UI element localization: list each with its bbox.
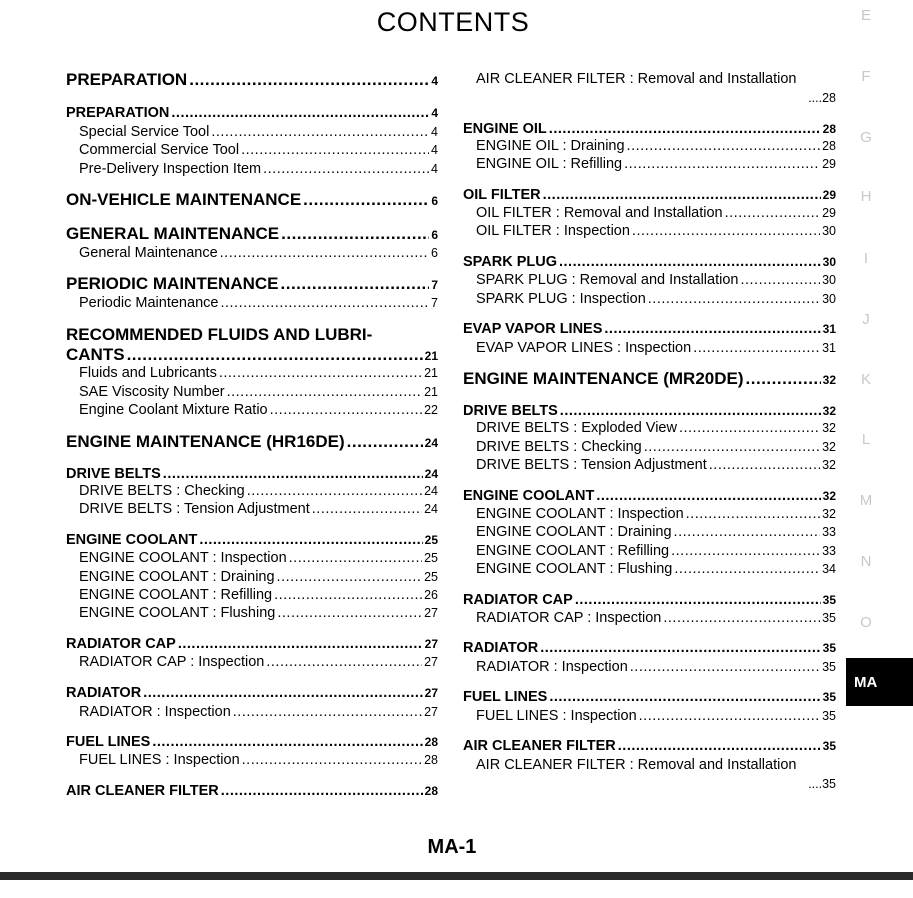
- toc-entry-page: 28: [822, 139, 836, 153]
- toc-entry-page: 30: [822, 292, 836, 306]
- toc-entry-page: 32: [822, 373, 836, 387]
- toc-subentry[interactable]: [66, 751, 438, 769]
- toc-subentry[interactable]: [66, 383, 438, 401]
- toc-entry-page: 34: [822, 562, 836, 576]
- toc-entry-title: DRIVE BELTS : Exploded View: [476, 420, 677, 436]
- toc-entry-title: FUEL LINES : Inspection: [476, 708, 637, 724]
- toc-subentry[interactable]: [66, 160, 438, 178]
- toc-entry-title: Commercial Service Tool: [79, 142, 240, 158]
- toc-entry-title: AIR CLEANER FILTER: [66, 783, 219, 799]
- toc-entry-title: DRIVE BELTS : Tension Adjustment: [476, 457, 707, 473]
- toc-entry-title: ON-VEHICLE MAINTENANCE: [66, 190, 302, 209]
- toc-entry-title: Pre-Delivery Inspection Item: [79, 161, 262, 177]
- toc-subentry[interactable]: [463, 438, 836, 456]
- dot-leader: [686, 505, 820, 523]
- toc-subentry[interactable]: [66, 500, 438, 518]
- toc-entry[interactable]: [463, 320, 836, 338]
- dot-leader: [671, 542, 820, 560]
- toc-entry-title: RADIATOR: [463, 640, 539, 656]
- toc-entry[interactable]: [66, 635, 438, 653]
- toc-entry-title: AIR CLEANER FILTER: [463, 738, 616, 754]
- toc-entry-title: FUEL LINES : Inspection: [79, 752, 240, 768]
- toc-entry-page: 24: [424, 502, 438, 516]
- toc-entry-title: ENGINE OIL : Draining: [476, 138, 625, 154]
- toc-entry[interactable]: [463, 737, 836, 755]
- toc-entry-page: 21: [424, 385, 438, 399]
- toc-entry-page: 26: [424, 588, 438, 602]
- toc-entry-title: General Maintenance: [79, 245, 218, 261]
- toc-entry[interactable]: [463, 688, 836, 706]
- toc-entry-page: 32: [822, 421, 836, 435]
- toc-entry-page: 24: [424, 467, 438, 481]
- toc-entry-page: 32: [822, 458, 836, 472]
- dot-leader: [263, 160, 429, 178]
- toc-subentry[interactable]: [66, 364, 438, 382]
- toc-entry-title: RADIATOR CAP: [66, 636, 176, 652]
- toc-entry-title: Periodic Maintenance: [79, 295, 219, 311]
- toc-entry-page: 22: [424, 403, 438, 417]
- toc-subentry[interactable]: [463, 222, 836, 240]
- toc-subentry[interactable]: [66, 482, 438, 500]
- toc-entry[interactable]: AIR CLEANER FILTER : Removal and Installation: [476, 71, 797, 87]
- dot-leader: [648, 290, 820, 308]
- dot-leader: [143, 684, 422, 702]
- dot-leader: [199, 531, 422, 549]
- toc-entry-page: 28: [424, 753, 438, 767]
- dot-leader: [211, 123, 429, 141]
- toc-entry[interactable]: [66, 782, 438, 800]
- toc-entry-page: 4: [431, 162, 438, 176]
- toc-entry-title: SPARK PLUG : Removal and Installation: [476, 272, 739, 288]
- toc-entry-page: 25: [424, 570, 438, 584]
- toc-entry-title: FUEL LINES: [463, 689, 548, 705]
- toc-entry-title: DRIVE BELTS : Checking: [476, 439, 642, 455]
- toc-entry-title: ENGINE COOLANT : Draining: [476, 524, 672, 540]
- toc-subentry[interactable]: [66, 549, 438, 567]
- toc-entry-page: 25: [424, 533, 438, 547]
- toc-entry-title: SPARK PLUG: [463, 254, 557, 270]
- dot-leader: [540, 639, 820, 657]
- dot-leader: [618, 737, 821, 755]
- toc-entry[interactable]: [463, 253, 836, 271]
- dot-leader: [266, 653, 422, 671]
- toc-subentry[interactable]: [463, 560, 836, 578]
- dot-leader: [242, 751, 422, 769]
- toc-entry-title: EVAP VAPOR LINES : Inspection: [476, 340, 692, 356]
- toc-entry-heading[interactable]: RECOMMENDED FLUIDS AND LUBRI-: [66, 325, 373, 344]
- dot-leader: [189, 71, 429, 89]
- toc-entry-page: 35: [822, 660, 836, 674]
- toc-entry-page: 21: [424, 349, 438, 363]
- section-tab[interactable]: I: [863, 250, 869, 267]
- toc-entry-page: 6: [431, 246, 438, 260]
- dot-leader: [281, 225, 429, 243]
- page-number: MA-1: [427, 836, 477, 858]
- toc-entry-title: RADIATOR : Inspection: [79, 704, 231, 720]
- toc-entry-title: ENGINE OIL: [463, 121, 547, 137]
- toc-entry-title: PERIODIC MAINTENANCE: [66, 274, 279, 293]
- dot-leader: [543, 186, 821, 204]
- section-tab[interactable]: J: [862, 311, 870, 328]
- toc-entry-page: 29: [822, 188, 836, 202]
- dot-leader: [289, 549, 422, 567]
- toc-entry-title: PREPARATION: [66, 70, 188, 89]
- toc-entry-title: ENGINE OIL : Refilling: [476, 156, 623, 172]
- dot-leader: [171, 104, 429, 122]
- toc-entry[interactable]: [66, 71, 438, 90]
- dot-leader: [559, 253, 821, 271]
- toc-subentry[interactable]: [66, 604, 438, 622]
- toc-entry-page: 27: [424, 686, 438, 700]
- toc-entry-title: SAE Viscosity Number: [79, 384, 225, 400]
- toc-subentry[interactable]: [463, 658, 836, 676]
- toc-entry-title: OIL FILTER : Removal and Installation: [476, 205, 723, 221]
- toc-entry-page: 6: [431, 228, 438, 242]
- toc-entry-page: 27: [424, 606, 438, 620]
- toc-entry-title: RADIATOR CAP : Inspection: [79, 654, 265, 670]
- dot-leader: [693, 339, 820, 357]
- toc-entry-title: ENGINE COOLANT : Refilling: [79, 587, 273, 603]
- toc-entry-page: 24: [424, 484, 438, 498]
- toc-entry-page: 30: [822, 224, 836, 238]
- page-title: CONTENTS: [376, 7, 530, 37]
- toc-entry-title: DRIVE BELTS: [463, 403, 558, 419]
- active-section-tab[interactable]: MA: [846, 658, 913, 706]
- toc-entry-page: 31: [822, 341, 836, 355]
- footer-bar: [0, 872, 913, 880]
- toc-entry[interactable]: [66, 531, 438, 549]
- dot-leader: [233, 703, 422, 721]
- toc-entry[interactable]: [66, 684, 438, 702]
- toc-entry-page: 35: [822, 739, 836, 753]
- dot-leader: [674, 523, 821, 541]
- toc-entry-title: ENGINE COOLANT : Draining: [79, 569, 275, 585]
- dot-leader: [740, 271, 820, 289]
- dot-leader: [347, 433, 423, 451]
- toc-entry[interactable]: [463, 487, 836, 505]
- toc-entry-page: 24: [424, 436, 438, 450]
- toc-entry[interactable]: [463, 591, 836, 609]
- dot-leader: [709, 456, 820, 474]
- dot-leader: [604, 320, 820, 338]
- toc-entry-title: OIL FILTER: [463, 187, 541, 203]
- dot-leader: [560, 402, 821, 420]
- toc-entry-page: 32: [822, 404, 836, 418]
- section-tab[interactable]: K: [860, 371, 871, 388]
- toc-subentry[interactable]: [463, 137, 836, 155]
- toc-subentry[interactable]: [463, 339, 836, 357]
- toc-subentry[interactable]: [66, 294, 438, 312]
- toc-entry-title: Engine Coolant Mixture Ratio: [79, 402, 268, 418]
- toc-entry-page: 35: [822, 641, 836, 655]
- section-tab[interactable]: L: [861, 431, 871, 448]
- section-tab[interactable]: G: [860, 129, 872, 146]
- dot-leader: [247, 482, 422, 500]
- toc-entry-title: SPARK PLUG : Inspection: [476, 291, 646, 307]
- toc-entry-page: 32: [822, 489, 836, 503]
- toc-entry[interactable]: [463, 402, 836, 420]
- toc-entry-title: DRIVE BELTS: [66, 466, 161, 482]
- toc-subentry[interactable]: [463, 271, 836, 289]
- toc-subentry[interactable]: [463, 523, 836, 541]
- toc-entry-title-cont: CANTS: [66, 345, 125, 364]
- toc-subentry[interactable]: [463, 505, 836, 523]
- dot-leader: [644, 438, 820, 456]
- toc-entry-page: 28: [424, 735, 438, 749]
- toc-entry[interactable]: [66, 191, 438, 210]
- dot-leader: [277, 568, 423, 586]
- toc-entry-title: ENGINE COOLANT: [66, 532, 198, 548]
- toc-entry-page: 29: [822, 157, 836, 171]
- toc-subentry[interactable]: [463, 155, 836, 173]
- toc-entry-page: .... 28: [808, 89, 836, 107]
- toc-entry-title: FUEL LINES: [66, 734, 151, 750]
- section-tab[interactable]: E: [860, 7, 871, 24]
- toc-entry-page: 27: [424, 637, 438, 651]
- toc-entry-page: 30: [822, 255, 836, 269]
- toc-entry-title: DRIVE BELTS : Checking: [79, 483, 245, 499]
- dot-leader: [630, 658, 820, 676]
- toc-entry-title: ENGINE COOLANT : Inspection: [79, 550, 287, 566]
- dot-leader: [674, 560, 820, 578]
- toc-subentry[interactable]: [66, 401, 438, 419]
- toc-entry-title: Fluids and Lubricants: [79, 365, 217, 381]
- dot-leader: [127, 346, 423, 364]
- toc-entry-page: 7: [431, 278, 438, 292]
- toc-entry-title: RADIATOR: [66, 685, 142, 701]
- toc-entry[interactable]: [66, 104, 438, 122]
- toc-entry[interactable]: [463, 186, 836, 204]
- toc-entry-page: 35: [822, 611, 836, 625]
- toc-entry-page: 35: [822, 690, 836, 704]
- dot-leader: [627, 137, 821, 155]
- dot-leader: [281, 275, 430, 293]
- section-tab[interactable]: O: [860, 614, 872, 631]
- toc-entry-title: RADIATOR CAP: [463, 592, 573, 608]
- toc-entry-title: ENGINE MAINTENANCE (HR16DE): [66, 432, 345, 451]
- toc-entry-page: 28: [822, 122, 836, 136]
- toc-entry-page: 35: [822, 593, 836, 607]
- toc-entry-title: GENERAL MAINTENANCE: [66, 224, 280, 243]
- dot-leader: [227, 383, 423, 401]
- toc-entry[interactable]: [463, 639, 836, 657]
- toc-entry-title: ENGINE COOLANT : Flushing: [79, 605, 276, 621]
- toc-entry[interactable]: [66, 346, 438, 365]
- section-tab[interactable]: F: [861, 68, 871, 85]
- toc-subentry[interactable]: [66, 653, 438, 671]
- dot-leader: [152, 733, 422, 751]
- toc-subentry[interactable]: [66, 703, 438, 721]
- toc-entry-page: 30: [822, 273, 836, 287]
- dot-leader: [178, 635, 423, 653]
- toc-subentry[interactable]: [463, 204, 836, 222]
- dot-leader: [624, 155, 820, 173]
- toc-subentry[interactable]: [66, 568, 438, 586]
- toc-subentry[interactable]: [463, 456, 836, 474]
- toc-entry-title: OIL FILTER : Inspection: [476, 223, 630, 239]
- dot-leader: [575, 591, 821, 609]
- toc-entry-page: 7: [431, 296, 438, 310]
- dot-leader: [277, 604, 422, 622]
- toc-entry-page: 31: [822, 322, 836, 336]
- toc-entry-page: 4: [431, 74, 438, 88]
- toc-entry-page: 32: [822, 440, 836, 454]
- toc-entry-page: 35: [822, 709, 836, 723]
- dot-leader: [220, 244, 429, 262]
- dot-leader: [241, 141, 429, 159]
- dot-leader: [274, 586, 422, 604]
- toc-entry-title: ENGINE COOLANT: [463, 488, 595, 504]
- dot-leader: [663, 609, 820, 627]
- toc-entry-title: ENGINE COOLANT : Inspection: [476, 506, 684, 522]
- dot-leader: [549, 120, 821, 138]
- toc-subentry[interactable]: [463, 542, 836, 560]
- toc-entry-title: ENGINE MAINTENANCE (MR20DE): [463, 369, 744, 388]
- toc-subentry[interactable]: [66, 586, 438, 604]
- toc-entry[interactable]: [66, 225, 438, 244]
- toc-subentry[interactable]: [463, 609, 836, 627]
- toc-entry-title: Special Service Tool: [79, 124, 210, 140]
- dot-leader: [219, 364, 422, 382]
- toc-entry-page: 4: [431, 106, 438, 120]
- dot-leader: [312, 500, 422, 518]
- toc-entry-page: 29: [822, 206, 836, 220]
- toc-entry-title: ENGINE COOLANT : Flushing: [476, 561, 673, 577]
- toc-entry-page: 33: [822, 544, 836, 558]
- dot-leader: [596, 487, 820, 505]
- dot-leader: [270, 401, 422, 419]
- toc-entry-title: RADIATOR : Inspection: [476, 659, 628, 675]
- toc-entry[interactable]: [463, 370, 836, 389]
- toc-entry-page: 21: [424, 366, 438, 380]
- toc-entry-page: 28: [424, 784, 438, 798]
- dot-leader: [163, 465, 423, 483]
- section-tab[interactable]: N: [860, 553, 872, 570]
- toc-entry[interactable]: [66, 275, 438, 294]
- dot-leader: [746, 370, 821, 388]
- toc-entry[interactable]: [66, 465, 438, 483]
- section-tab[interactable]: H: [860, 188, 872, 205]
- toc-subentry[interactable]: [66, 123, 438, 141]
- toc-entry-page: 4: [431, 125, 438, 139]
- toc-entry-page: 27: [424, 655, 438, 669]
- toc-entry-title: ENGINE COOLANT : Refilling: [476, 543, 670, 559]
- toc-entry-title: DRIVE BELTS : Tension Adjustment: [79, 501, 310, 517]
- toc-subentry[interactable]: [463, 419, 836, 437]
- toc-entry-page: 27: [424, 705, 438, 719]
- dot-leader: [303, 191, 429, 209]
- toc-entry[interactable]: AIR CLEANER FILTER : Removal and Installation: [476, 757, 797, 773]
- toc-subentry[interactable]: [463, 290, 836, 308]
- toc-subentry[interactable]: [66, 141, 438, 159]
- toc-entry-title: RADIATOR CAP : Inspection: [476, 610, 662, 626]
- dot-leader: [221, 782, 423, 800]
- toc-entry-page: 6: [431, 194, 438, 208]
- toc-entry-page: .... 35: [808, 775, 836, 793]
- toc-entry-title: EVAP VAPOR LINES: [463, 321, 603, 337]
- toc-entry-page: 4: [431, 143, 438, 157]
- section-tab[interactable]: M: [859, 492, 873, 509]
- toc-entry[interactable]: [66, 433, 438, 452]
- dot-leader: [725, 204, 820, 222]
- toc-subentry[interactable]: [463, 707, 836, 725]
- dot-leader: [549, 688, 820, 706]
- toc-entry[interactable]: [66, 733, 438, 751]
- dot-leader: [679, 419, 820, 437]
- dot-leader: [632, 222, 820, 240]
- toc-entry-page: 33: [822, 525, 836, 539]
- dot-leader: [220, 294, 429, 312]
- toc-entry-page: 32: [822, 507, 836, 521]
- toc-subentry[interactable]: [66, 244, 438, 262]
- toc-entry[interactable]: [463, 120, 836, 138]
- toc-entry-title: PREPARATION: [66, 105, 170, 121]
- toc-entry-page: 25: [424, 551, 438, 565]
- dot-leader: [639, 707, 820, 725]
